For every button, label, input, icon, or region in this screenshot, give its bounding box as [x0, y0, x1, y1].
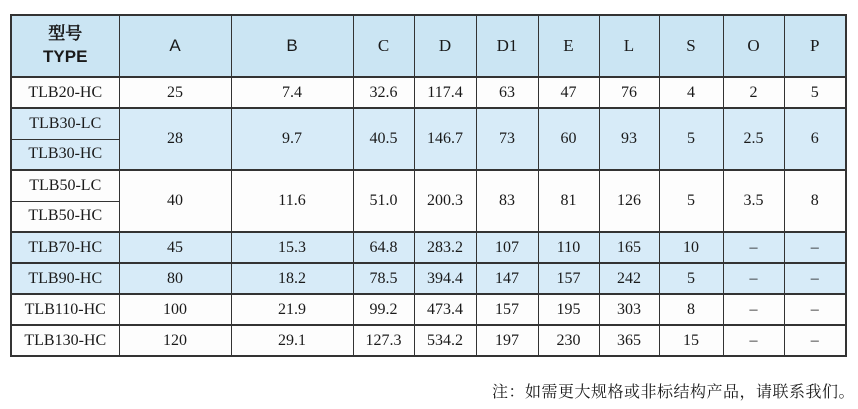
- value-cell: –: [723, 232, 784, 263]
- value-cell: 6: [784, 108, 846, 170]
- value-cell: 45: [119, 232, 231, 263]
- value-cell: 303: [599, 294, 659, 325]
- value-cell: 64.8: [353, 232, 414, 263]
- model-cell: TLB110-HC: [11, 294, 119, 325]
- value-cell: 283.2: [414, 232, 476, 263]
- value-cell: 195: [538, 294, 599, 325]
- value-cell: –: [784, 232, 846, 263]
- value-cell: 126: [599, 170, 659, 232]
- value-cell: 117.4: [414, 77, 476, 108]
- value-cell: –: [723, 263, 784, 294]
- value-cell: 83: [476, 170, 538, 232]
- value-cell: 5: [784, 77, 846, 108]
- value-cell: 230: [538, 325, 599, 356]
- value-cell: –: [723, 294, 784, 325]
- value-cell: –: [784, 325, 846, 356]
- value-cell: 40.5: [353, 108, 414, 170]
- value-cell: 76: [599, 77, 659, 108]
- value-cell: 81: [538, 170, 599, 232]
- value-cell: 534.2: [414, 325, 476, 356]
- value-cell: 157: [538, 263, 599, 294]
- model-cell: TLB50-HC: [11, 201, 119, 232]
- model-cell: TLB30-HC: [11, 139, 119, 170]
- value-cell: 40: [119, 170, 231, 232]
- value-cell: 146.7: [414, 108, 476, 170]
- value-cell: 8: [659, 294, 723, 325]
- value-cell: 147: [476, 263, 538, 294]
- table-row: [11, 263, 846, 294]
- value-cell: 21.9: [231, 294, 353, 325]
- value-cell: 473.4: [414, 294, 476, 325]
- col-header-e: E: [538, 15, 599, 77]
- value-cell: 60: [538, 108, 599, 170]
- value-cell: 394.4: [414, 263, 476, 294]
- table-row: [11, 170, 846, 201]
- value-cell: 110: [538, 232, 599, 263]
- value-cell: 365: [599, 325, 659, 356]
- value-cell: 29.1: [231, 325, 353, 356]
- value-cell: 107: [476, 232, 538, 263]
- col-header-c: C: [353, 15, 414, 77]
- value-cell: 200.3: [414, 170, 476, 232]
- col-header-a: A: [119, 15, 231, 77]
- value-cell: 7.4: [231, 77, 353, 108]
- table-row: [11, 108, 846, 139]
- model-cell: TLB20-HC: [11, 77, 119, 108]
- table-row: [11, 294, 846, 325]
- value-cell: 4: [659, 77, 723, 108]
- value-cell: 2.5: [723, 108, 784, 170]
- value-cell: 127.3: [353, 325, 414, 356]
- value-cell: 8: [784, 170, 846, 232]
- value-cell: 15.3: [231, 232, 353, 263]
- col-header-l: L: [599, 15, 659, 77]
- value-cell: 197: [476, 325, 538, 356]
- model-cell: TLB70-HC: [11, 232, 119, 263]
- table-row: [11, 77, 846, 108]
- value-cell: 5: [659, 108, 723, 170]
- value-cell: 63: [476, 77, 538, 108]
- value-cell: –: [723, 325, 784, 356]
- value-cell: –: [784, 294, 846, 325]
- value-cell: 18.2: [231, 263, 353, 294]
- footnote: 注：如需更大规格或非标结构产品，请联系我们。: [491, 384, 855, 401]
- value-cell: 32.6: [353, 77, 414, 108]
- value-cell: 99.2: [353, 294, 414, 325]
- value-cell: 15: [659, 325, 723, 356]
- col-header-d: D: [414, 15, 476, 77]
- value-cell: 10: [659, 232, 723, 263]
- value-cell: 5: [659, 263, 723, 294]
- table-row: [11, 232, 846, 263]
- value-cell: 11.6: [231, 170, 353, 232]
- model-cell: TLB90-HC: [11, 263, 119, 294]
- value-cell: 73: [476, 108, 538, 170]
- col-header-s: S: [659, 15, 723, 77]
- value-cell: 100: [119, 294, 231, 325]
- spec-table: [10, 14, 847, 357]
- col-header-o: O: [723, 15, 784, 77]
- value-cell: 25: [119, 77, 231, 108]
- value-cell: 9.7: [231, 108, 353, 170]
- table-row: [11, 325, 846, 356]
- model-cell: TLB30-LC: [11, 108, 119, 139]
- value-cell: 47: [538, 77, 599, 108]
- col-header-d1: D1: [476, 15, 538, 77]
- header-row: [11, 15, 846, 77]
- value-cell: 242: [599, 263, 659, 294]
- col-header-type: [11, 15, 119, 77]
- value-cell: 165: [599, 232, 659, 263]
- col-header-b: B: [231, 15, 353, 77]
- value-cell: 157: [476, 294, 538, 325]
- value-cell: 80: [119, 263, 231, 294]
- type-label-zh: 型号: [48, 24, 83, 44]
- model-cell: TLB50-LC: [11, 170, 119, 201]
- value-cell: 51.0: [353, 170, 414, 232]
- model-cell: TLB130-HC: [11, 325, 119, 356]
- value-cell: 120: [119, 325, 231, 356]
- type-label-en: TYPE: [43, 47, 88, 66]
- value-cell: 28: [119, 108, 231, 170]
- value-cell: –: [784, 263, 846, 294]
- value-cell: 93: [599, 108, 659, 170]
- col-header-p: P: [784, 15, 846, 77]
- value-cell: 78.5: [353, 263, 414, 294]
- value-cell: 5: [659, 170, 723, 232]
- value-cell: 3.5: [723, 170, 784, 232]
- value-cell: 2: [723, 77, 784, 108]
